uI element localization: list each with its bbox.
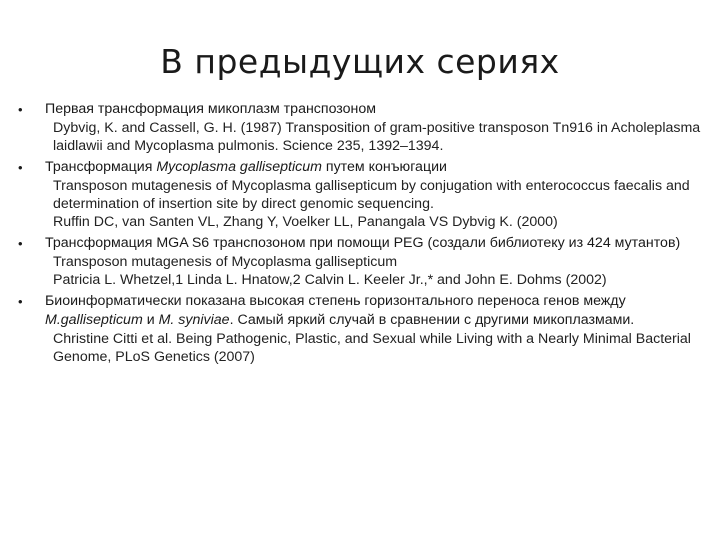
bullet-text-part: и xyxy=(142,312,159,328)
species-name: Mycoplasma gallisepticum xyxy=(156,159,322,175)
species-name: M. syniviae xyxy=(158,312,230,328)
bullet-item xyxy=(18,100,708,119)
reference: Christine Citti et al. Being Pathogenic, Plastic, and Sexual while Living with a Nearly Minimal Bacterial Genome, PLoS Genetics (2007) xyxy=(53,331,691,365)
reference: Dybvig, K. and Cassell, G. H. (1987) Transposition of gram-positive transposon Tn916 in Acholeplasma laidlawii and Mycoplasma pulmonis. Science 235, 1392–1394. xyxy=(53,120,701,154)
bullet-text xyxy=(45,292,708,330)
bullet-item xyxy=(18,158,708,177)
bullet-text xyxy=(45,158,708,177)
bullet-text: Трансформация MGA S6 транспозоном при помощи PEG (создали библиотеку из 424 мутантов) xyxy=(45,235,681,251)
species-name: M.gallisepticum xyxy=(45,312,143,328)
bullet-text: Первая трансформация микоплазм транспозоном xyxy=(45,101,377,117)
slide-title: В предыдущих сериях xyxy=(160,42,560,81)
bullet-text-part: . Самый яркий случай в сравнении с другими микоплазмами. xyxy=(229,312,635,328)
bullet-icon: • xyxy=(18,236,23,251)
reference: Transposon mutagenesis of Mycoplasma gallisepticum xyxy=(53,254,398,270)
bullet-item xyxy=(18,292,708,330)
bullet-item xyxy=(18,234,708,253)
reference: Transposon mutagenesis of Mycoplasma gallisepticum by conjugation with enterococcus faecalis and determination of insertion site by direct genomic sequencing. xyxy=(53,178,690,212)
bullet-list xyxy=(18,100,708,366)
bullet-text-part: путем конъюгации xyxy=(321,159,447,175)
bullet-icon: • xyxy=(18,294,23,309)
bullet-icon: • xyxy=(18,102,23,117)
bullet-text-part: Биоинформатически показана высокая степень горизонтального переноса генов между xyxy=(45,293,626,309)
reference-authors: Ruffin DC, van Santen VL, Zhang Y, Voelker LL, Panangala VS Dybvig K. (2000) xyxy=(53,214,558,230)
reference-authors: Patricia L. Whetzel,1 Linda L. Hnatow,2 Calvin L. Keeler Jr.,* and John E. Dohms (2002) xyxy=(53,272,607,288)
bullet-icon: • xyxy=(18,160,23,175)
bullet-text-part: Трансформация xyxy=(45,159,157,175)
